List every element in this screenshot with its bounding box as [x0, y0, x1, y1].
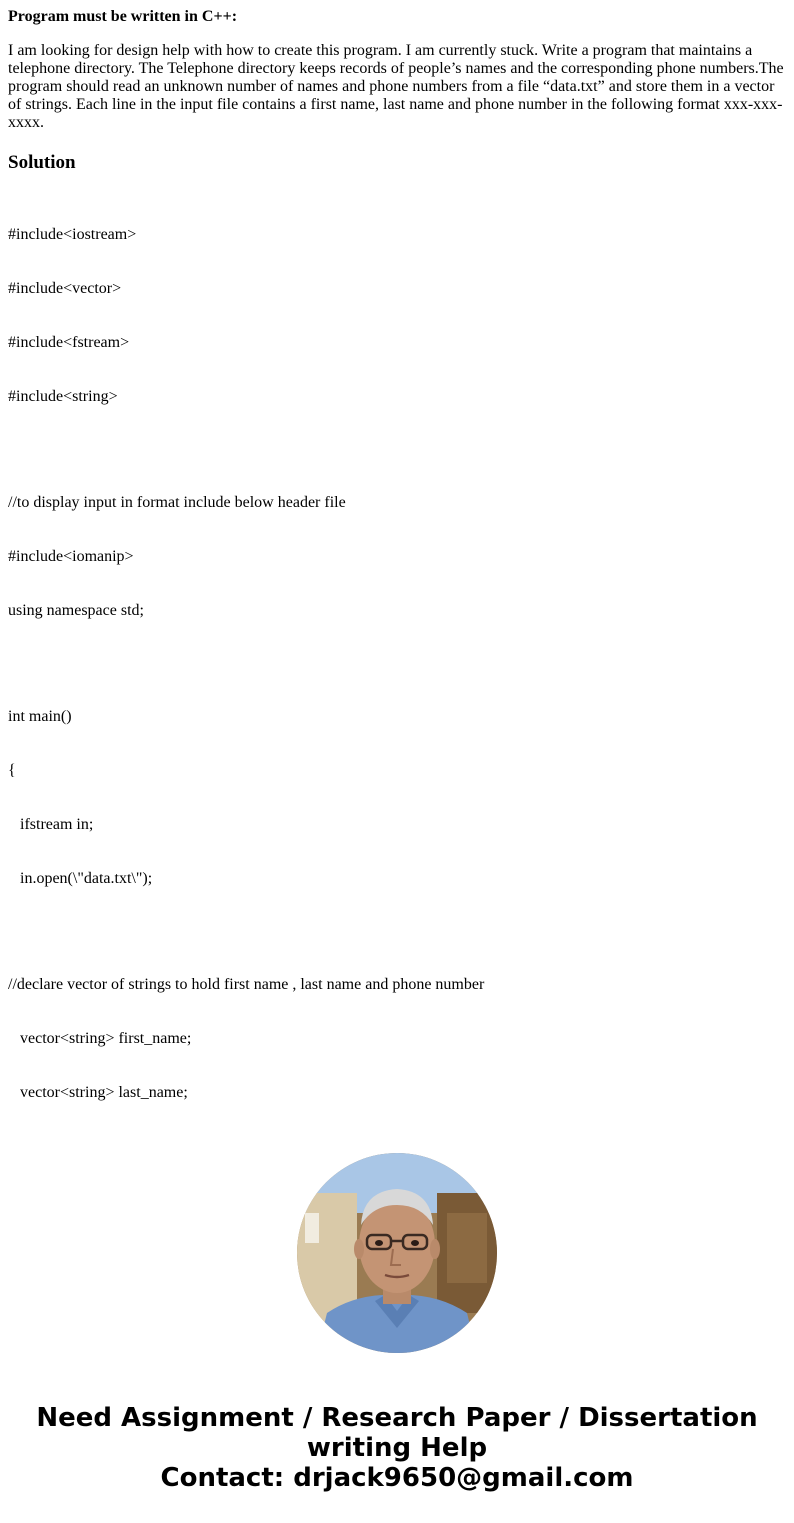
promo-line-1: Need Assignment / Research Paper / Dissertation	[36, 1403, 758, 1433]
question-body: I am looking for design help with how to create this program. I am currently stuck. Write a program that maintains a telephone directory. The Telephone directory keeps records of people’s names and the corresponding phone numbers.The program should read an unknown number of names and phone numbers from a file “data.txt” and store them in a vector of strings. Each line in the input file contains a first name, last name and phone number in the following format xxx-xxx-xxxx.	[8, 42, 784, 131]
code-includes	[8, 190, 786, 442]
code-line: in.open(\"data.txt\");	[8, 870, 153, 887]
promo-banner	[0, 1403, 794, 1493]
code-line: #include<vector>	[8, 280, 122, 297]
code-line: vector<string> first_name;	[8, 1030, 192, 1047]
document-content	[8, 0, 786, 1123]
code-main-body	[8, 940, 786, 1123]
solution-heading: Solution	[8, 152, 76, 173]
code-line: //declare vector of strings to hold first name , last name and phone number	[8, 976, 485, 993]
code-line: int main()	[8, 708, 72, 725]
author-avatar	[297, 1153, 497, 1353]
promo-contact: Contact: drjack9650@gmail.com	[160, 1463, 634, 1493]
code-main-open	[8, 672, 786, 924]
code-line: vector<string> last_name;	[8, 1084, 188, 1101]
code-line: #include<fstream>	[8, 334, 130, 351]
author-portrait-image	[297, 1153, 497, 1353]
question-title: Program must be written in C++:	[8, 8, 238, 25]
code-line: //to display input in format include below header file	[8, 494, 346, 511]
promo-line-2: writing Help	[306, 1433, 488, 1463]
code-line: ifstream in;	[8, 816, 94, 833]
code-line: #include<iostream>	[8, 226, 137, 243]
code-line: #include<iomanip>	[8, 548, 134, 565]
code-line: {	[8, 762, 16, 779]
code-line: #include<string>	[8, 388, 118, 405]
code-header-comment	[8, 458, 786, 656]
code-line: using namespace std;	[8, 602, 144, 619]
